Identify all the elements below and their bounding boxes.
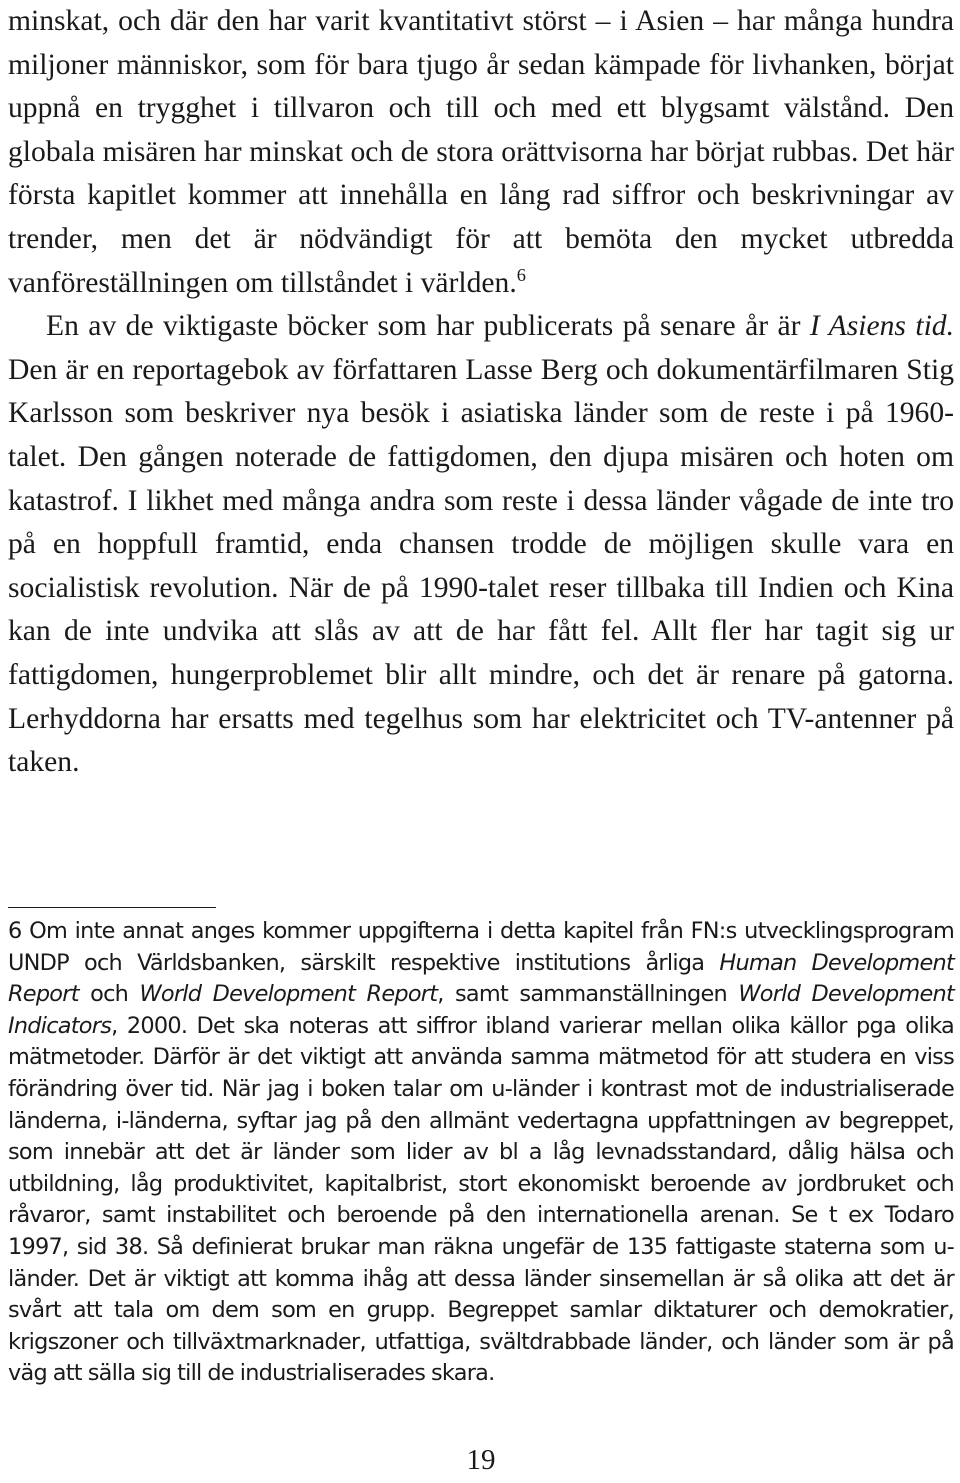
page-number: 19 <box>466 1444 496 1476</box>
footnote-6 <box>8 916 954 1390</box>
footnote-text-1: Om inte annat anges kommer uppgifterna i detta kapitel från FN:s utvecklingsprogram UNDP och Världsbanken, särskilt respektive institutions årliga <box>8 918 954 976</box>
paragraph-1 <box>8 0 954 305</box>
footnote-divider <box>8 907 216 908</box>
body-text <box>8 0 954 785</box>
footnote-title-wdr: World Development Report <box>139 981 438 1008</box>
book-title: I Asiens tid. <box>809 310 954 343</box>
footnote-number: 6 <box>8 918 22 944</box>
footnote-title-wdi: World Development Indicators <box>8 981 954 1039</box>
book-page <box>8 0 954 1476</box>
paragraph-2 <box>8 305 954 785</box>
footnote-reference: 6 <box>516 265 526 286</box>
paragraph-1-text: minskat, och där den har varit kvantitativt störst – i Asien – har många hundra miljoner människor, som för bara tjugo år sedan kämpade för livhanken, börjat uppnå en trygghet i tillvaron och till och med ett blygsamt välstånd. Den globala misären har minskat och de stora orättvisorna har börjat rubbas. Det här första kapitlet kommer att innehålla en lång rad siffror och beskrivningar av trender, men det är nödvändigt för att bemöta den mycket utbredda vanföreställningen om tillståndet i världen. <box>8 5 954 299</box>
paragraph-2-rest: Den är en reportagebok av författaren Lasse Berg och dokumentärfilmaren Stig Karlsson som beskriver nya besök i asiatiska länder som de reste i på 1960-talet. Den gången noterade de fattigdomen, den djupa misären och hoten om katastrof. I likhet med många andra som reste i dessa länder vågade de inte tro på en hoppfull framtid, enda chansen trodde de möjligen skulle vara en socialistisk revolution. När de på 1990-talet reser tillbaka till Indien och Kina kan de inte undvika att slås av att de har fått fel. Allt fler har tagit sig ur fattigdomen, hungerproblemet blir allt mindre, och det är renare på gatorna. Lerhyddorna har ersatts med tegelhus som har elektricitet och TV-antenner på taken. <box>8 353 954 779</box>
paragraph-2-lead: En av de viktigaste böcker som har publicerats på senare år är <box>46 310 810 343</box>
footnote-text-3: , samt sammanställningen <box>437 981 739 1008</box>
footnote-text-2: och <box>78 981 140 1008</box>
footnote-text-4: , 2000. Det ska noteras att siffror ibland varierar mellan olika källor pga olika mätmetoder. Därför är det viktigt att använda samma mätmetod för att studera en viss förändring över tid. När jag i boken talar om u-länder i kontrast mot de industrialiserade länderna, i-länderna, syftar jag på den allmänt vedertagna uppfattningen av begreppet, som innebär att det är länder som lider av bl a låg levnadsstandard, dålig hälsa och utbildning, låg produktivitet, kapitalbrist, stort ekonomiskt beroende av jordbruket och råvaror, samt instabilitet och beroende på den internationella arenan. Se t ex Todaro 1997, sid 38. Så definierat brukar man räkna ungefär de 135 fattigaste staterna som u-länder. Det är viktigt att komma ihåg att dessa länder sinsemellan är så olika att det är svårt att tala om dem som en grupp. Begreppet samlar diktaturer och demokratier, krigszoner och tillväxtmarknader, utfattiga, svältdrabbade länder, och länder som är på väg att sälla sig till de industrialiserades skara. <box>8 1012 954 1387</box>
footnote-title-hdr: Human Development Report <box>8 949 954 1008</box>
